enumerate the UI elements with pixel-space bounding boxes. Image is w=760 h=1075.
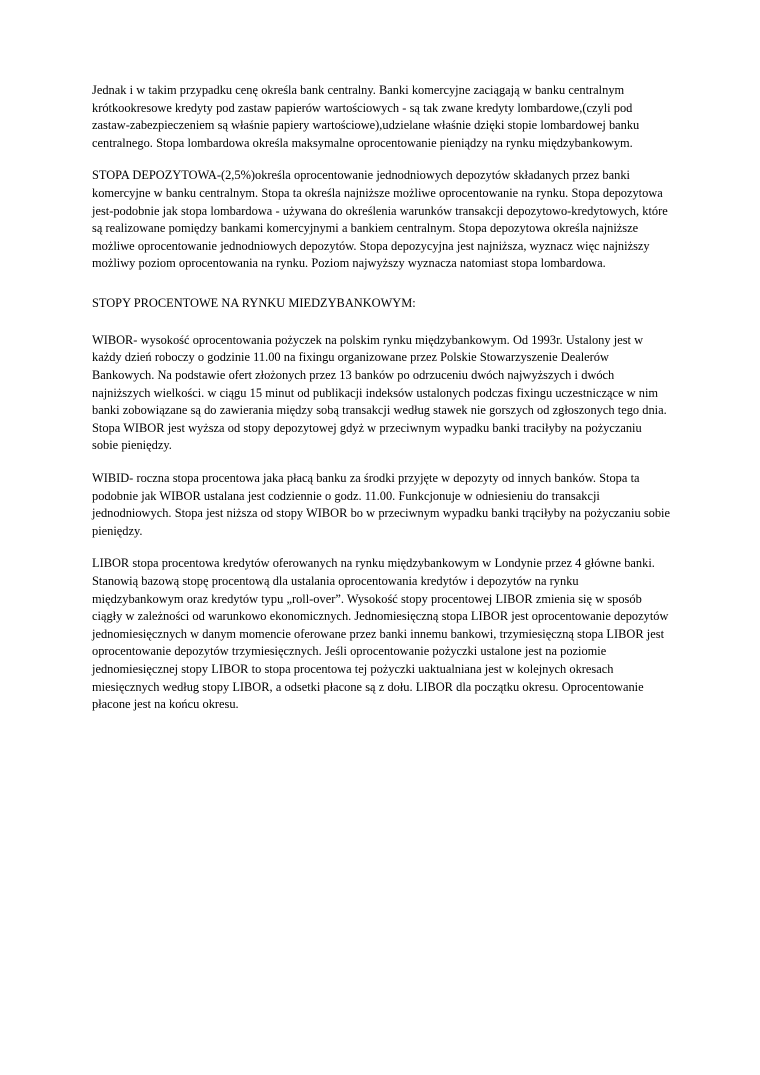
paragraph-wibor: WIBOR- wysokość oprocentowania pożyczek na polskim rynku międzybankowym. Od 1993r. Ustalony jest w każdy dzień roboczy o godzinie 11.00 na fixingu organizowane przez Polskie Stowarzyszenie Dealerów Bankowych. Na podstawie ofert złożonych przez 13 banków po odrzuceniu dwóch najwyższych i dwóch najniższych wielkości. w ciągu 15 minut od publikacji indeksów ustalonych podczas fixingu uczestniczące w nim banki zobowiązane są do zawierania między sobą transakcji według stawek nie gorszych od zgłoszonych tego dnia. Stopa WIBOR jest wyższa od stopy depozytowej gdyż w przeciwnym wypadku banki traciłyby na pożyczaniu sobie pieniędzy. (92, 332, 667, 453)
heading-stopy-procentowe: STOPY PROCENTOWE NA RYNKU MIEDZYBANKOWYM: (92, 296, 416, 311)
document-body (92, 82, 670, 714)
paragraph-wibid: WIBID- roczna stopa procentowa jaka płacą banku za środki przyjęte w depozyty od innych banków. Stopa ta podobnie jak WIBOR ustalana jest codziennie o godz. 11.00. Funkcjonuje w odniesieniu do transakcji jednodniowych. Stopa jest niższa od stopy WIBOR bo w przeciwnym wypadku banki trąciłyby na pożyczaniu sobie pieniędzy. (92, 470, 670, 538)
paragraph-stopa-depozytowa: STOPA DEPOZYTOWA-(2,5%)określa oprocentowanie jednodniowych depozytów składanych przez banki komercyjne w banku centralnym. Stopa ta określa najniższe możliwe oprocentowanie na rynku. Stopa depozytowa jest-podobnie jak stopa lombardowa - używana do określenia warunków transakcji depozytowo-kredytowych, które są realizowane pomiędzy bankami komercyjnymi a bankiem centralnym. Stopa depozytowa określa najniższe możliwe oprocentowanie jednodniowych depozytów. Stopa depozycyjna jest najniższa, wyznacz więc najniższy możliwy poziom oprocentowania na rynku. Poziom najwyższy wyznacza natomiast stopa lombardowa. (92, 168, 668, 271)
paragraph-libor: LIBOR stopa procentowa kredytów oferowanych na rynku międzybankowym w Londynie przez 4 główne banki. Stanowią bazową stopę procentową dla ustalania oprocentowania kredytów i depozytów na rynku międzybankowym oraz kredytów typu „roll-over”. Wysokość stopy procentowej LIBOR zmienia się w sposób ciągły w zależności od warunkowo ekonomicznych. Jednomiesięczną stopa LIBOR jest oprocentowanie depozytów jednomiesięcznych w danym momencie oferowane przez banki innemu bankowi, trzymiesięczną stopa LIBOR jest oprocentowanie depozytów trzymiesięcznych. Jeśli oprocentowanie pożyczki ustalone jest na poziomie jednomiesięcznej stopy LIBOR to stopa procentowa tej pożyczki uaktualniana jest w kolejnych okresach miesięcznych według stopy LIBOR, a odsetki płacone są z dołu. LIBOR dla początku okresu. Oprocentowanie płacone jest na końcu okresu. (92, 556, 669, 712)
paragraph-central-bank: Jednak i w takim przypadku cenę określa bank centralny. Banki komercyjne zaciągają w banku centralnym krótkookresowe kredyty pod zastaw papierów wartościowych - są tak zwane kredyty lombardowe,(czyli pod zastaw-zabezpieczeniem są właśnie papiery wartościowe),udzielane właśnie dzięki stopie lombardowej banku centralnego. Stopa lombardowa określa maksymalne oprocentowanie pieniądzy na rynku międzybankowym. (92, 83, 640, 150)
